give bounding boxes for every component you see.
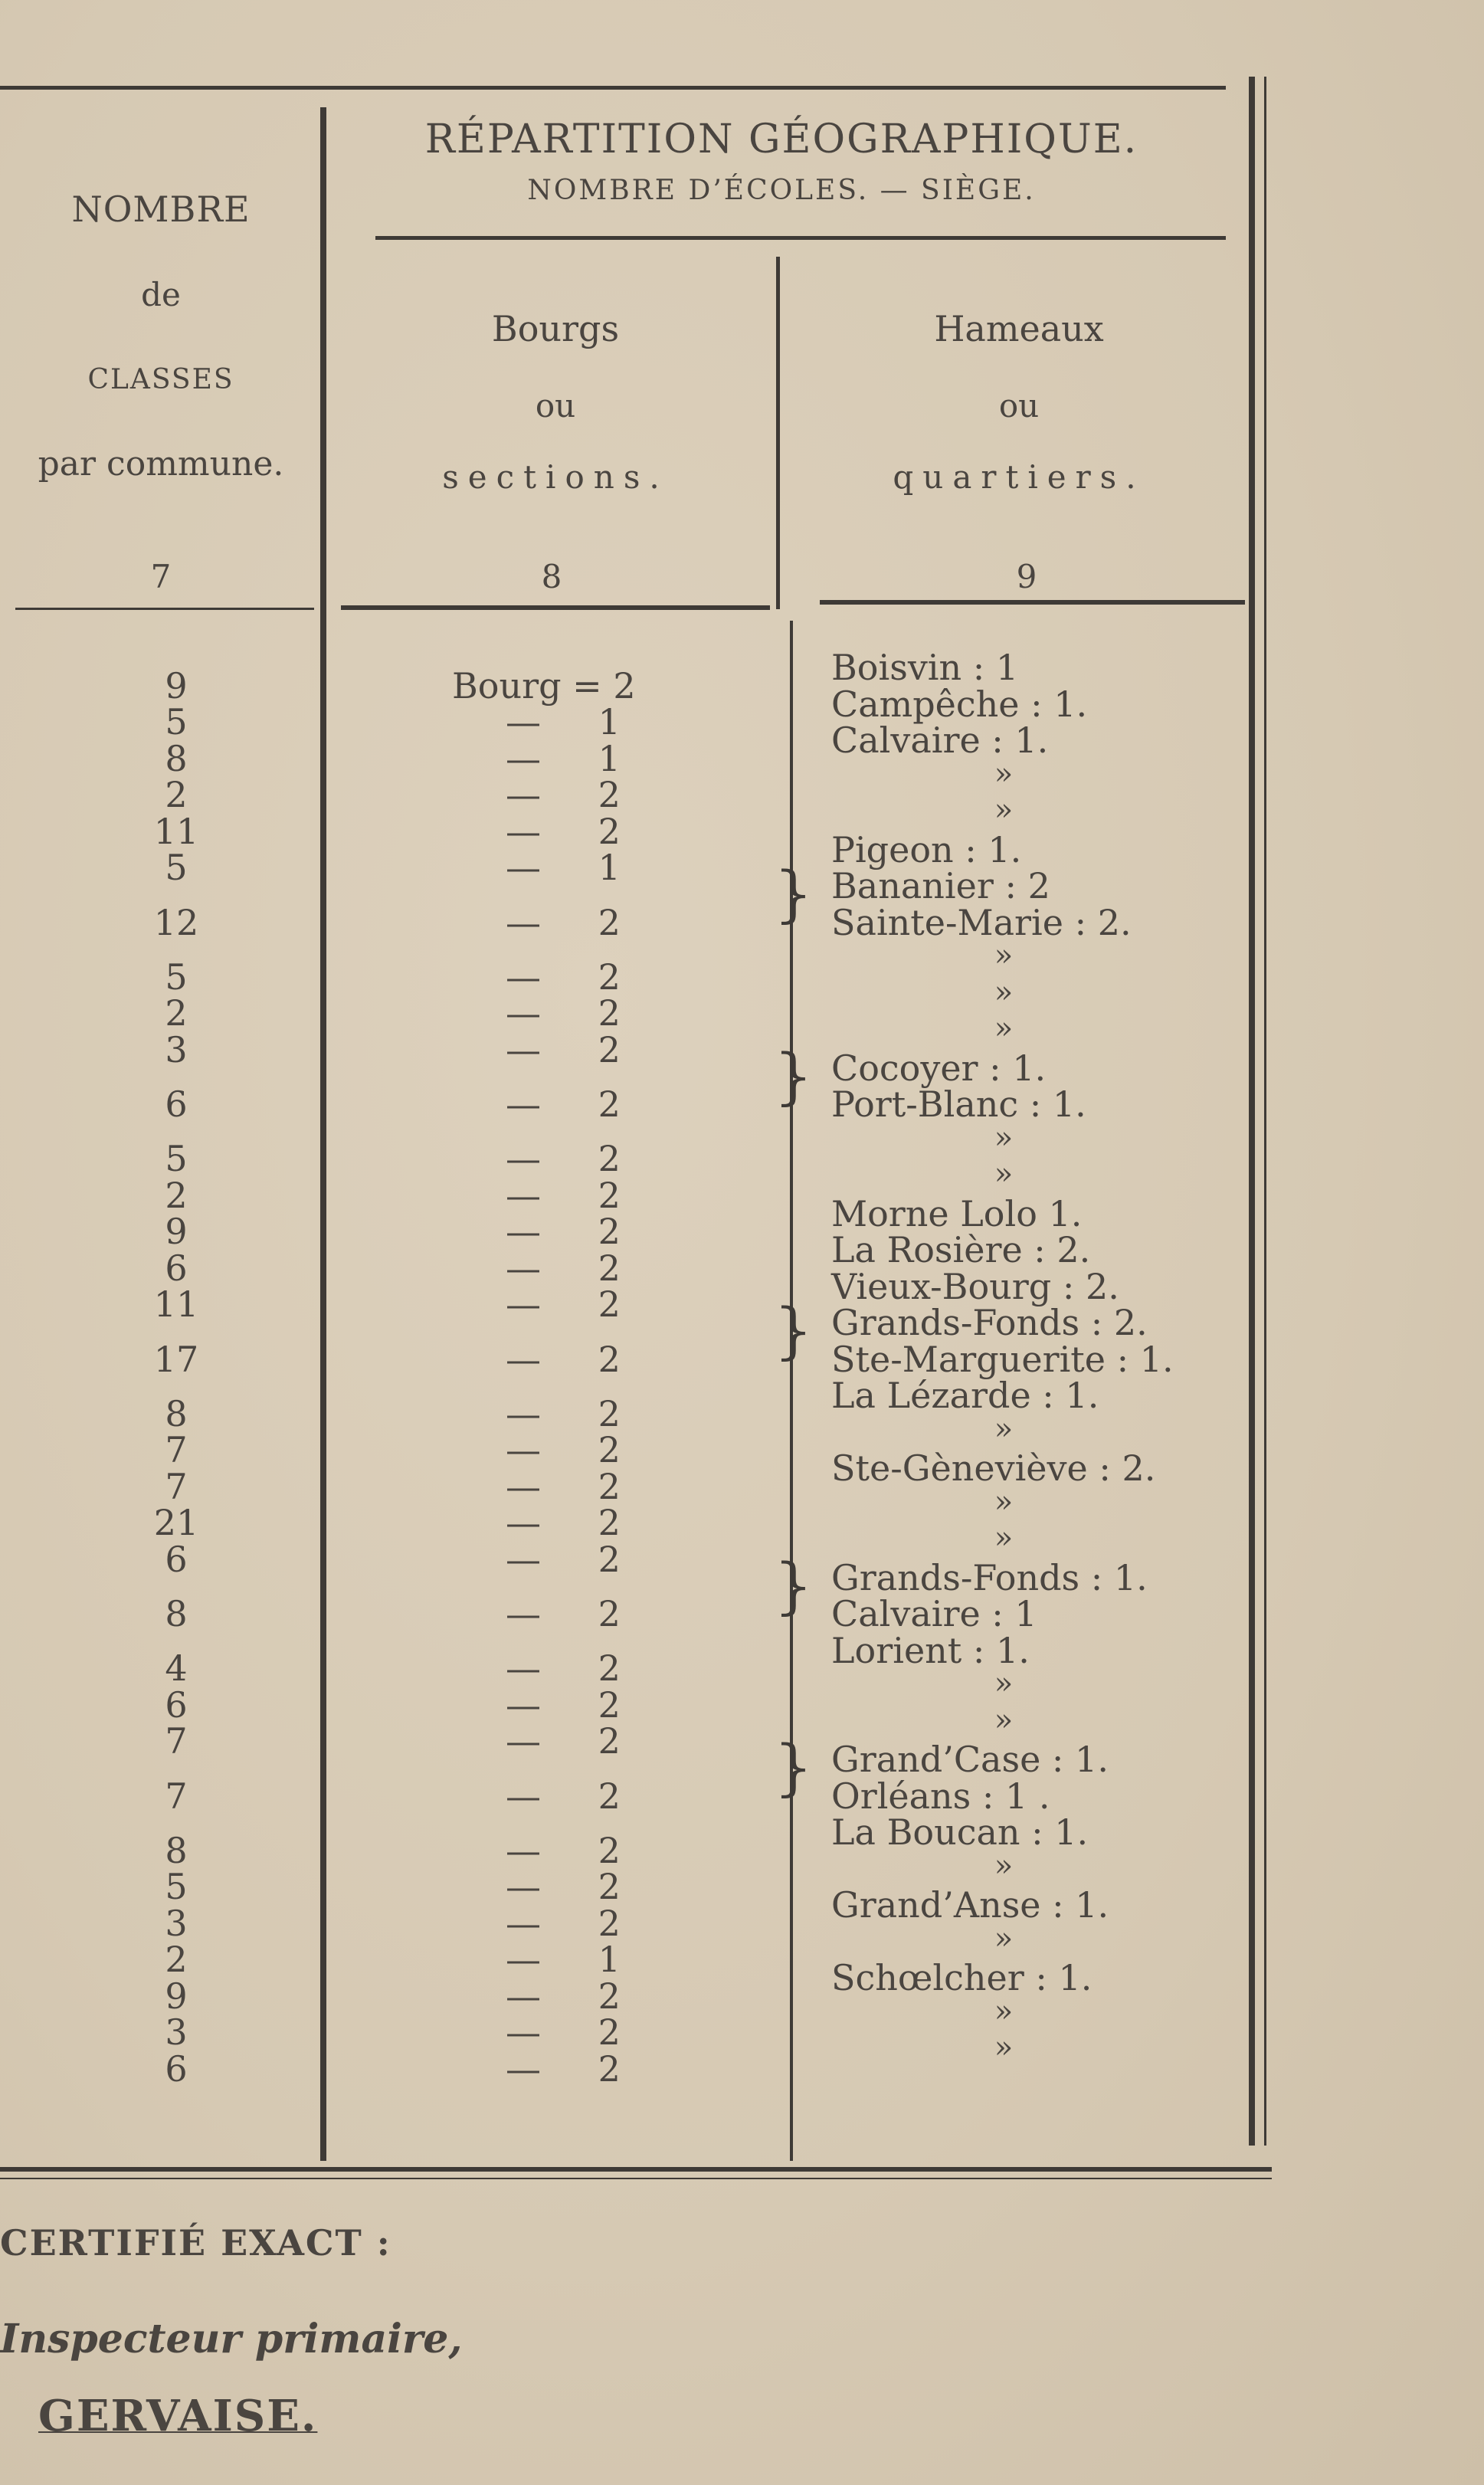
column-7-line3: CLASSES [87,364,234,395]
row-sections: — 2 [506,1866,621,1908]
row-sections: — 2 [506,901,621,943]
row-hameaux: » [994,1011,1014,1046]
column-8-line2: ou [535,387,576,425]
col8-bottom-rule [341,605,770,610]
table-subtitle: NOMBRE D’ÉCOLES. — SIÈGE. [527,175,1036,206]
row-classes-count: 11 [153,1283,199,1326]
row-classes-count: 21 [153,1502,199,1544]
col7-right-border [320,107,326,2161]
row-hameaux-second: Calvaire : 1 [831,1593,1037,1634]
row-hameaux: Morne Lolo 1. [831,1192,1083,1234]
row-classes-count: 7 [165,1429,188,1471]
row-hameaux: La Boucan : 1. [831,1811,1089,1853]
row-hameaux: La Rosière : 2. [831,1229,1091,1270]
row-hameaux: Bananier : 2 [831,865,1050,906]
row-hameaux: Pigeon : 1. [831,828,1022,870]
col7-bottom-rule [15,608,314,610]
row-classes-count: 7 [165,1465,188,1507]
row-hameaux: » [994,1483,1014,1520]
row-sections: — 2 [506,1247,621,1289]
row-classes-count: 8 [165,737,188,779]
row-sections: — 2 [506,2011,621,2054]
row-classes-count: 3 [165,1902,188,1944]
row-hameaux: Ste-Gèneviève : 2. [831,1447,1156,1489]
row-hameaux: Cocoyer : 1. [831,1047,1047,1089]
row-hameaux: » [994,1411,1014,1447]
table-right-border [1249,77,1255,2146]
row-sections: — 2 [506,1593,621,1634]
row-sections: — 2 [506,1502,621,1544]
row-classes-count: 4 [165,1647,188,1690]
row-sections: — 2 [506,1138,621,1180]
row-hameaux: Grands-Fonds : 1. [831,1556,1148,1598]
brace-mark: } [774,1295,813,1366]
row-sections: — 1 [506,1939,621,1981]
row-classes-count: 2 [165,1939,188,1981]
row-sections: — 2 [506,1975,621,2017]
signatory-name: GERVAISE. [38,2391,318,2441]
row-hameaux: » [994,1120,1014,1156]
table-right-border-outer [1264,77,1266,2146]
row-sections: — 2 [506,1392,621,1434]
column-9-line3: quartiers. [893,458,1145,496]
row-hameaux: » [994,1847,1014,1883]
row-hameaux-second: Sainte-Marie : 2. [831,901,1132,943]
top-rule [0,86,1226,90]
row-hameaux: » [994,1920,1014,1956]
row-classes-count: 6 [165,1083,188,1125]
row-hameaux: Grand’Case : 1. [831,1739,1109,1780]
row-hameaux: » [994,792,1014,828]
row-sections: — 2 [506,1083,621,1125]
row-hameaux-second: Orléans : 1 . [831,1775,1050,1817]
row-classes-count: 8 [165,1392,188,1434]
row-hameaux-second: Ste-Marguerite : 1. [831,1338,1174,1380]
row-classes-count: 2 [165,1174,188,1216]
row-classes-count: 9 [165,664,188,706]
row-classes-count: 7 [165,1775,188,1817]
column-9-number: 9 [1016,558,1037,595]
row-sections: — 2 [506,1829,621,1871]
row-hameaux: Boisvin : 1 [831,647,1019,688]
row-sections: — 2 [506,2047,621,2090]
row-hameaux: » [994,756,1014,792]
row-sections: — 2 [506,1538,621,1580]
row-sections: — 2 [506,1338,621,1380]
row-hameaux: » [994,938,1014,973]
row-classes-count: 5 [165,1138,188,1180]
row-hameaux: Grands-Fonds : 2. [831,1302,1148,1343]
header-underline [375,236,1226,240]
bottom-rule-thin [0,2178,1272,2179]
row-hameaux: » [994,1993,1014,2029]
row-classes-count: 7 [165,1720,188,1762]
column-8-line1: Bourgs [491,308,620,349]
row-hameaux: » [994,1156,1014,1192]
row-hameaux: » [994,974,1014,1010]
row-classes-count: 11 [153,810,199,852]
row-sections: — 2 [506,992,621,1034]
row-classes-count: 17 [153,1338,199,1380]
row-classes-count: 3 [165,1028,188,1070]
row-classes-count: 6 [165,1683,188,1726]
row-sections: — 2 [506,1465,621,1507]
row-sections: — 2 [506,1283,621,1326]
brace-mark: } [774,1549,813,1621]
row-sections: — 2 [506,1775,621,1817]
row-classes-count: 5 [165,847,188,889]
row-hameaux: La Lézarde : 1. [831,1375,1099,1416]
row-sections: — 1 [506,847,621,889]
column-7-line1: NOMBRE [71,189,251,230]
row-sections: — 2 [506,774,621,816]
row-classes-count: 9 [165,1211,188,1253]
row-classes-count: 3 [165,2011,188,2054]
row-sections: — 2 [506,1902,621,1944]
col9-bottom-rule [820,600,1245,605]
row-classes-count: 6 [165,2047,188,2090]
bottom-rule [0,2167,1272,2172]
row-classes-count: 9 [165,1975,188,2017]
column-8-line3: sections. [442,458,669,496]
row-sections: — 2 [506,1683,621,1726]
row-sections: — 2 [506,1647,621,1690]
brace-mark: } [774,858,813,929]
row-classes-count: 5 [165,701,188,743]
row-hameaux: Campêche : 1. [831,683,1088,725]
row-classes-count: 2 [165,774,188,816]
brace-mark: } [774,1732,813,1803]
row-sections: — 2 [506,1429,621,1471]
column-8-number: 8 [541,558,562,595]
row-sections: — 2 [506,1211,621,1253]
row-sections: — 2 [506,956,621,998]
table-title: RÉPARTITION GÉOGRAPHIQUE. [424,116,1138,162]
row-classes-count: 5 [165,956,188,998]
col8-col9-divider-body [790,621,793,2161]
row-hameaux: Vieux-Bourg : 2. [831,1265,1119,1307]
signatory-title: Inspecteur primaire, [0,2316,463,2362]
row-sections: — 1 [506,701,621,743]
column-7-line2: de [141,276,181,313]
row-hameaux: Lorient : 1. [831,1629,1030,1671]
row-classes-count: 5 [165,1866,188,1908]
column-7-number: 7 [150,558,172,595]
row-hameaux: » [994,2030,1014,2065]
column-9-line1: Hameaux [934,308,1104,349]
row-hameaux-second: Port-Blanc : 1. [831,1083,1086,1125]
certification-text: CERTIFIÉ EXACT : [0,2222,391,2264]
column-9-line2: ou [998,387,1040,425]
row-sections: — 1 [506,737,621,779]
column-7-line4: par commune. [38,444,284,484]
row-hameaux: » [994,1666,1014,1701]
row-hameaux: » [994,1520,1014,1556]
row-classes-count: 6 [165,1247,188,1289]
row-hameaux: » [994,1702,1014,1738]
row-sections: — 2 [506,1028,621,1070]
row-sections: — 2 [506,1174,621,1216]
row-hameaux: Schœlcher : 1. [831,1957,1093,1998]
row-hameaux: Grand’Anse : 1. [831,1884,1109,1926]
col8-col9-divider-head [776,257,780,609]
row-sections: — 2 [506,810,621,852]
row-sections: — 2 [506,1720,621,1762]
row-sections: Bourg = 2 [452,664,636,706]
row-hameaux: Calvaire : 1. [831,720,1049,761]
row-classes-count: 2 [165,992,188,1034]
brace-mark: } [774,1040,813,1112]
row-classes-count: 8 [165,1829,188,1871]
row-classes-count: 8 [165,1593,188,1634]
row-classes-count: 12 [153,901,199,943]
row-classes-count: 6 [165,1538,188,1580]
